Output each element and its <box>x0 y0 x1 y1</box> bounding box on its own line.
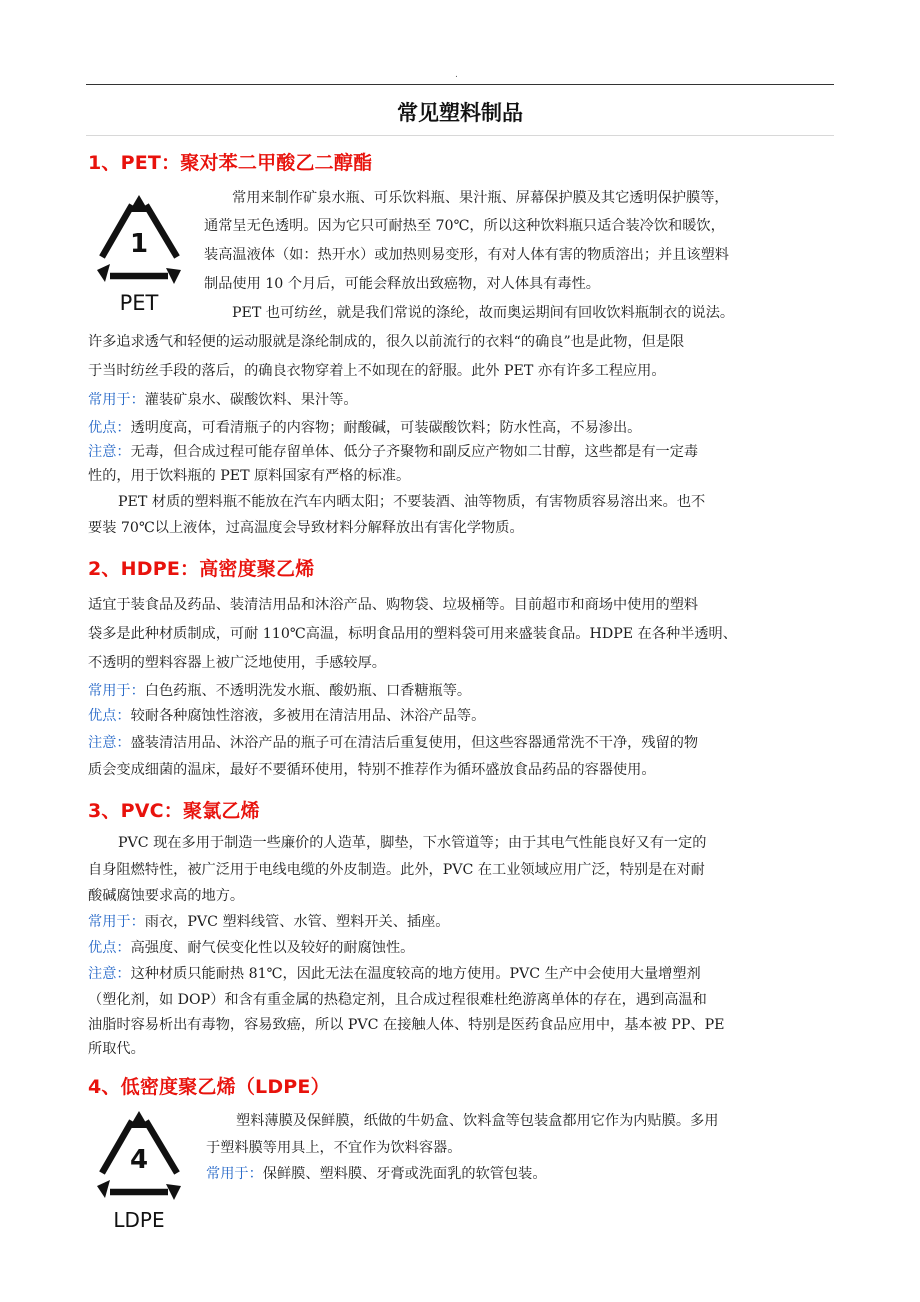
header-rule <box>86 84 834 85</box>
pvc-note-line-3: 油脂时容易析出有毒物，容易致癌，所以 PVC 在接触人体、特别是医药食品应用中，基本被 PP、PE <box>88 1017 725 1033</box>
pvc-uses: 常用于：雨衣，PVC 塑料线管、水管、塑料开关、插座。 <box>88 914 450 930</box>
recycle-number: 1 <box>129 229 149 259</box>
pet-line-7: 于当时纺丝手段的落后，的确良衣物穿着上不如现在的舒服。此外 PET 亦有许多工程应用。 <box>88 363 666 379</box>
pet-extra-1: PET 材质的塑料瓶不能放在汽车内晒太阳；不要装酒、油等物质，有害物质容易溶出来。也不 <box>118 494 706 510</box>
pet-pros: 优点：透明度高，可看清瓶子的内容物；耐酸碱，可装碳酸饮料；防水性高，不易渗出。 <box>88 420 642 436</box>
pet-line-5: PET 也可纺丝，就是我们常说的涤纶，故而奥运期间有回收饮料瓶制衣的说法。 <box>232 305 735 321</box>
pvc-line-2: 自身阻燃特性，被广泛用于电线电缆的外皮制造。此外，PVC 在工业领域应用广泛，特别是在对耐 <box>88 862 705 878</box>
pvc-note-line-2: （塑化剂，如 DOP）和含有重金属的热稳定剂，且合成过程很难杜绝游离单体的存在，遇到高温和 <box>88 992 707 1008</box>
recycle-arrow-right-icon <box>146 1121 177 1173</box>
pet-note-line-2: 性的，用于饮料瓶的 PET 原料国家有严格的标准。 <box>88 468 411 484</box>
pvc-line-1: PVC 现在多用于制造一些廉价的人造革，脚垫，下水管道等；由于其电气性能良好又有一定的 <box>118 835 707 851</box>
pet-note: 注意：无毒，但合成过程可能存留单体、低分子齐聚物和副反应产物如二甘醇，这些都是有一定毒 <box>88 444 699 460</box>
hdpe-line-1: 适宜于装食品及药品、装清洁用品和沐浴产品、购物袋、垃圾桶等。目前超市和商场中使用的塑料 <box>88 597 699 613</box>
recycle-arrow-right-icon <box>146 205 177 257</box>
pvc-pros: 优点：高强度、耐气侯变化性以及较好的耐腐蚀性。 <box>88 940 415 956</box>
pros-label: 优点： <box>88 420 131 436</box>
pet-line-2: 通常呈无色透明。因为它只可耐热至 70℃，所以这种饮料瓶只适合装冷饮和暖饮， <box>204 218 725 234</box>
recycle-code: PET <box>119 291 159 314</box>
pvc-line-3: 酸碱腐蚀要求高的地方。 <box>88 888 245 904</box>
recycle-number: 4 <box>129 1145 149 1175</box>
title-divider <box>86 135 834 136</box>
hdpe-note-line-2: 质会变成细菌的温床，最好不要循环使用，特别不推荐作为循环盛放食品药品的容器使用。 <box>88 762 656 778</box>
pet-extra-2: 要装 70℃以上液体，过高温度会导致材料分解释放出有害化学物质。 <box>88 520 524 536</box>
pet-line-1: 常用来制作矿泉水瓶、可乐饮料瓶、果汁瓶、屏幕保护膜及其它透明保护膜等， <box>232 190 729 206</box>
note-label: 注意： <box>88 444 131 460</box>
page-title: 常见塑料制品 <box>397 101 523 125</box>
recycle-symbol-pet <box>88 190 190 314</box>
pvc-note-line-4: 所取代。 <box>88 1041 145 1057</box>
ldpe-line-1: 塑料薄膜及保鲜膜，纸做的牛奶盒、饮料盒等包装盒都用它作为内贴膜。多用 <box>236 1113 719 1129</box>
uses-label: 常用于： <box>88 392 145 408</box>
recycle-symbol-ldpe <box>88 1106 190 1232</box>
hdpe-line-2: 袋多是此种材质制成，可耐 110℃高温，标明食品用的塑料袋可用来盛装食品。HDPE 在各种半透明、 <box>88 626 737 642</box>
section-heading-pet: 1、PET：聚对苯二甲酸乙二醇酯 <box>88 152 373 174</box>
ldpe-line-2: 于塑料膜等用具上，不宜作为饮料容器。 <box>206 1140 462 1156</box>
header-dot: . <box>455 70 458 80</box>
hdpe-line-3: 不透明的塑料容器上被广泛地使用，手感较厚。 <box>88 655 386 671</box>
pet-line-4: 制品使用 10 个月后，可能会释放出致癌物，对人体具有毒性。 <box>204 276 600 292</box>
pvc-note: 注意：这种材质只能耐热 81℃，因此无法在温度较高的地方使用。PVC 生产中会使用大量增塑剂 <box>88 966 701 982</box>
section-heading-ldpe: 4、低密度聚乙烯（LDPE） <box>88 1076 330 1098</box>
recycle-arrow-left-icon <box>102 205 132 257</box>
pet-line-3: 装高温液体（如：热开水）或加热则易变形，有对人体有害的物质溶出；并且该塑料 <box>204 247 729 263</box>
hdpe-note: 注意：盛装清洁用品、沐浴产品的瓶子可在清洁后重复使用，但这些容器通常洗不干净，残留的物 <box>88 735 699 751</box>
hdpe-uses: 常用于：白色药瓶、不透明洗发水瓶、酸奶瓶、口香糖瓶等。 <box>88 683 472 699</box>
ldpe-uses: 常用于：保鲜膜、塑料膜、牙膏或洗面乳的软管包装。 <box>206 1166 547 1182</box>
pet-line-6: 许多追求透气和轻便的运动服就是涤纶制成的，很久以前流行的衣料“的确良”也是此物，但是限 <box>88 334 685 350</box>
pet-uses: 常用于：灌装矿泉水、碳酸饮料、果汁等。 <box>88 392 358 408</box>
recycle-arrow-left-icon <box>102 1121 132 1173</box>
recycle-code: LDPE <box>113 1208 165 1232</box>
section-heading-pvc: 3、PVC：聚氯乙烯 <box>88 800 260 822</box>
section-heading-hdpe: 2、HDPE：高密度聚乙烯 <box>88 558 315 580</box>
hdpe-pros: 优点：较耐各种腐蚀性溶液，多被用在清洁用品、沐浴产品等。 <box>88 708 486 724</box>
